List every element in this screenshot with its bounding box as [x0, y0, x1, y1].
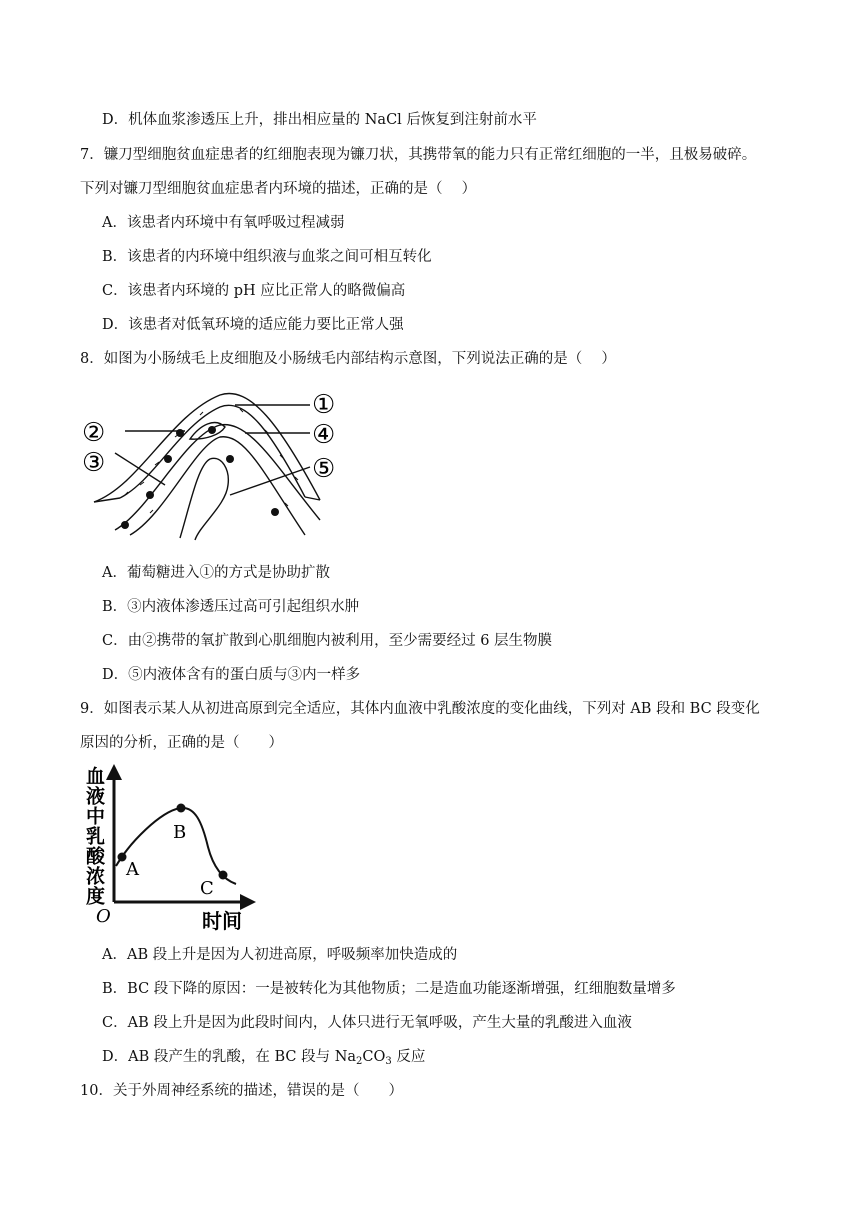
q9-option-d-end: 反应: [391, 1049, 426, 1065]
origin-label: O: [96, 906, 111, 927]
q9-option-b: B．BC 段下降的原因：一是被转化为其他物质；二是造血功能逐渐增强，红细胞数量增多: [102, 981, 676, 997]
lactate-curve-figure: [80, 762, 260, 934]
label-1: ①: [312, 390, 336, 420]
q7-stem-line2: 下列对镰刀型细胞贫血症患者内环境的描述，正确的是（ ）: [80, 181, 477, 197]
q9-option-d: [102, 1047, 425, 1067]
point-b-marker: [177, 804, 186, 813]
q10-stem: 10．关于外周神经系统的描述，错误的是（ ）: [80, 1083, 403, 1099]
point-a-label: A: [126, 859, 139, 880]
q8-option-a: A．葡萄糖进入①的方式是协助扩散: [102, 565, 330, 581]
q7-option-a: A．该患者内环境中有氧呼吸过程减弱: [102, 215, 345, 231]
q9-option-a: A．AB 段上升是因为人初进高原，呼吸频率加快造成的: [102, 947, 458, 963]
q8-stem: 8．如图为小肠绒毛上皮细胞及小肠绒毛内部结构示意图，下列说法正确的是（ ）: [80, 351, 616, 367]
q8-option-d: D．⑤内液体含有的蛋白质与③内一样多: [102, 667, 361, 683]
q9-option-d-sub3: 3: [385, 1056, 392, 1067]
q7-option-d: D．该患者对低氧环境的适应能力要比正常人强: [102, 317, 404, 333]
label-5: ⑤: [312, 454, 336, 484]
label-3: ③: [82, 448, 106, 478]
label-2: ②: [82, 418, 106, 448]
label-4: ④: [312, 420, 336, 450]
x-axis-label: 时间: [202, 909, 242, 933]
point-b-label: B: [173, 822, 187, 843]
q9-stem-line2: 原因的分析，正确的是（ ）: [80, 735, 283, 751]
q7-option-b: B．该患者的内环境中组织液与血浆之间可相互转化: [102, 249, 432, 265]
q6-option-d: D．机体血浆渗透压上升，排出相应量的 NaCl 后恢复到注射前水平: [102, 112, 537, 128]
q7-stem-line1: 7．镰刀型细胞贫血症患者的红细胞表现为镰刀状，其携带氧的能力只有正常红细胞的一半，且极易破碎。: [80, 147, 757, 163]
villus-diagram: [80, 385, 340, 545]
point-c-marker: [219, 871, 228, 880]
q9-stem-line1: 9．如图表示某人从初进高原到完全适应，其体内血液中乳酸浓度的变化曲线，下列对 AB 段和 BC 段变化: [80, 701, 760, 717]
point-c-label: C: [200, 878, 214, 899]
q9-option-d-sub2: 2: [356, 1056, 363, 1067]
y-axis-label: 血液中乳酸浓度: [83, 766, 105, 906]
q8-option-c: C．由②携带的氧扩散到心肌细胞内被利用，至少需要经过 6 层生物膜: [102, 633, 553, 649]
q7-option-c: C．该患者内环境的 pH 应比正常人的略微偏高: [102, 283, 406, 299]
q9-option-d-text: D．AB 段产生的乳酸，在 BC 段与 Na: [102, 1049, 357, 1065]
q9-option-c: C．AB 段上升是因为此段时间内，人体只进行无氧呼吸，产生大量的乳酸进入血液: [102, 1015, 632, 1031]
q8-option-b: B．③内液体渗透压过高可引起组织水肿: [102, 599, 360, 615]
q9-option-d-co: CO: [362, 1049, 386, 1065]
